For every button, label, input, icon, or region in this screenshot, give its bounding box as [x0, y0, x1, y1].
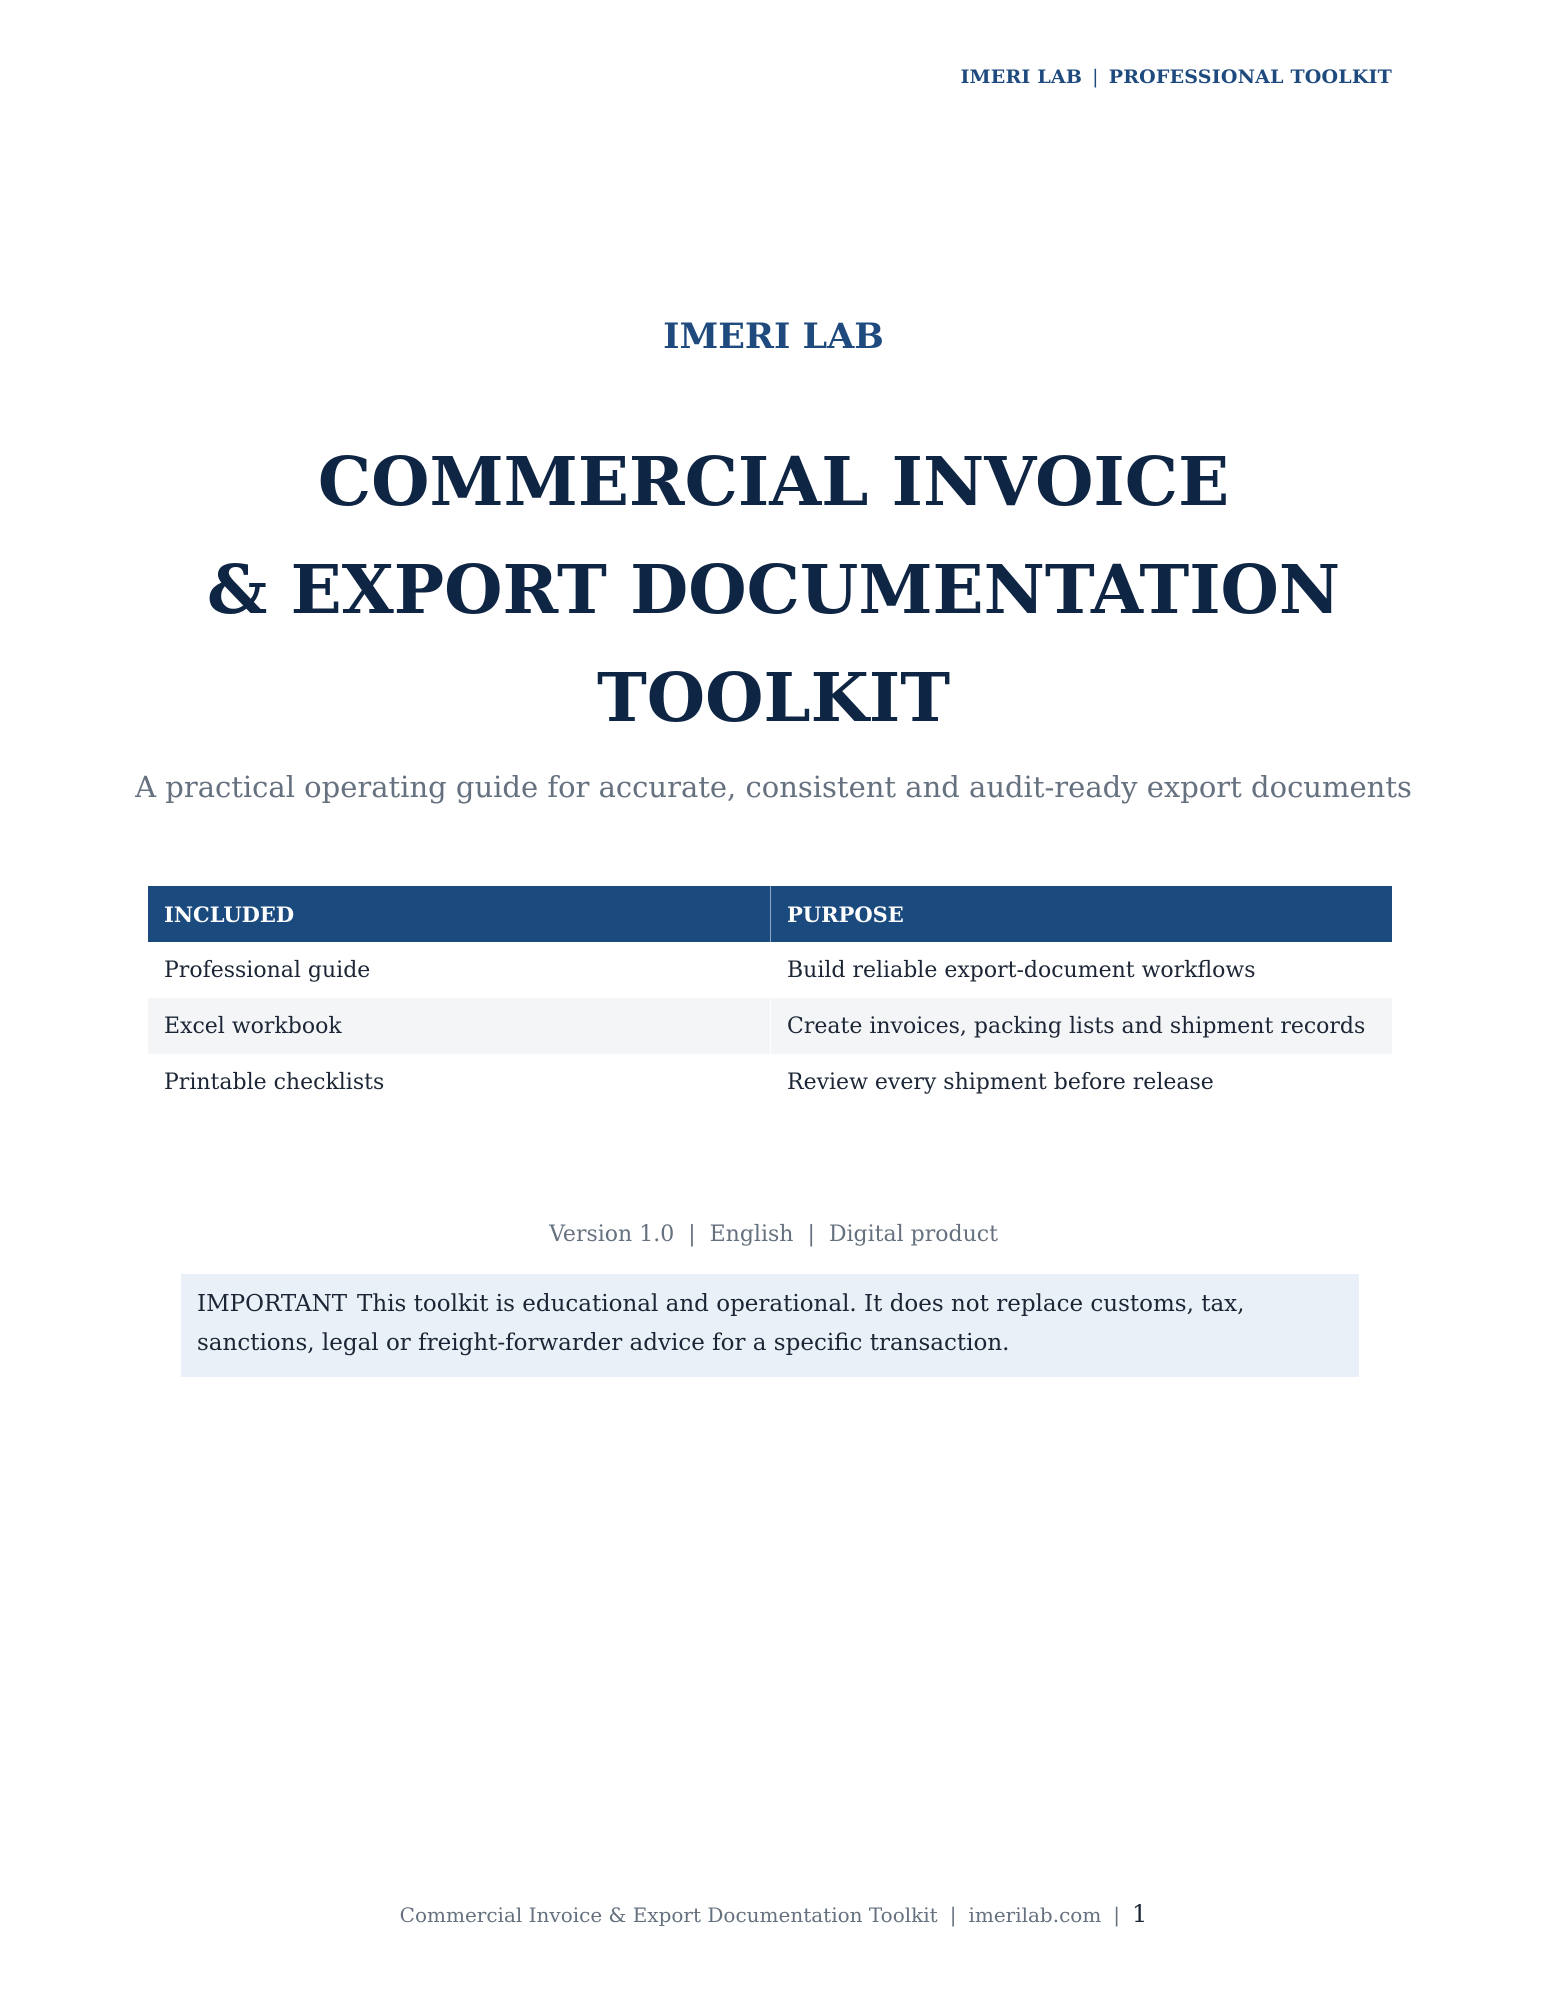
- footer-site: imerilab.com: [968, 1903, 1102, 1927]
- meta-separator: |: [688, 1222, 696, 1247]
- table-header-row: [148, 886, 1392, 942]
- table-row: [148, 1054, 1392, 1110]
- column-header-included: INCLUDED: [148, 886, 771, 942]
- brand-name: IMERI LAB: [663, 316, 884, 357]
- table-cell-purpose: Create invoices, packing lists and shipment records: [771, 998, 1393, 1054]
- table-row: [148, 998, 1392, 1054]
- header-brand: IMERI LAB: [960, 66, 1083, 88]
- table-row: [148, 942, 1392, 998]
- footer-title: Commercial Invoice & Export Documentation Toolkit: [399, 1903, 938, 1927]
- page-footer: [0, 1900, 1547, 1928]
- document-title: [0, 428, 1547, 752]
- header-section: PROFESSIONAL TOOLKIT: [1108, 66, 1392, 88]
- header-separator: |: [1092, 66, 1099, 88]
- notice-tag: IMPORTANT: [197, 1291, 348, 1317]
- notice-text: This toolkit is educational and operational. It does not replace customs, tax, sanctions, legal or freight-forwarder advice for a specific transaction.: [197, 1291, 1245, 1356]
- running-header: [960, 66, 1392, 88]
- footer-separator: |: [949, 1903, 957, 1927]
- column-header-purpose: PURPOSE: [771, 886, 1393, 942]
- page-number: 1: [1132, 1900, 1148, 1928]
- table-cell-included: Printable checklists: [148, 1054, 771, 1110]
- title-line-2: & EXPORT DOCUMENTATION: [206, 550, 1341, 629]
- footer-separator: |: [1113, 1903, 1121, 1927]
- contents-table: [148, 886, 1392, 1110]
- meta-language: English: [709, 1222, 794, 1247]
- table-cell-included: Excel workbook: [148, 998, 771, 1054]
- document-subtitle: A practical operating guide for accurate, consistent and audit-ready export documents: [135, 770, 1412, 804]
- title-line-3: TOOLKIT: [596, 658, 951, 737]
- meta-version: Version 1.0: [549, 1222, 675, 1247]
- title-line-1: COMMERCIAL INVOICE: [317, 442, 1230, 521]
- meta-separator: |: [807, 1222, 815, 1247]
- table-cell-purpose: Build reliable export-document workflows: [787, 957, 1256, 983]
- table-cell-included: Professional guide: [148, 942, 771, 998]
- document-meta: [0, 1222, 1547, 1247]
- table-cell-purpose: Review every shipment before release: [787, 1069, 1214, 1095]
- important-notice: [181, 1274, 1359, 1377]
- meta-type: Digital product: [828, 1222, 998, 1247]
